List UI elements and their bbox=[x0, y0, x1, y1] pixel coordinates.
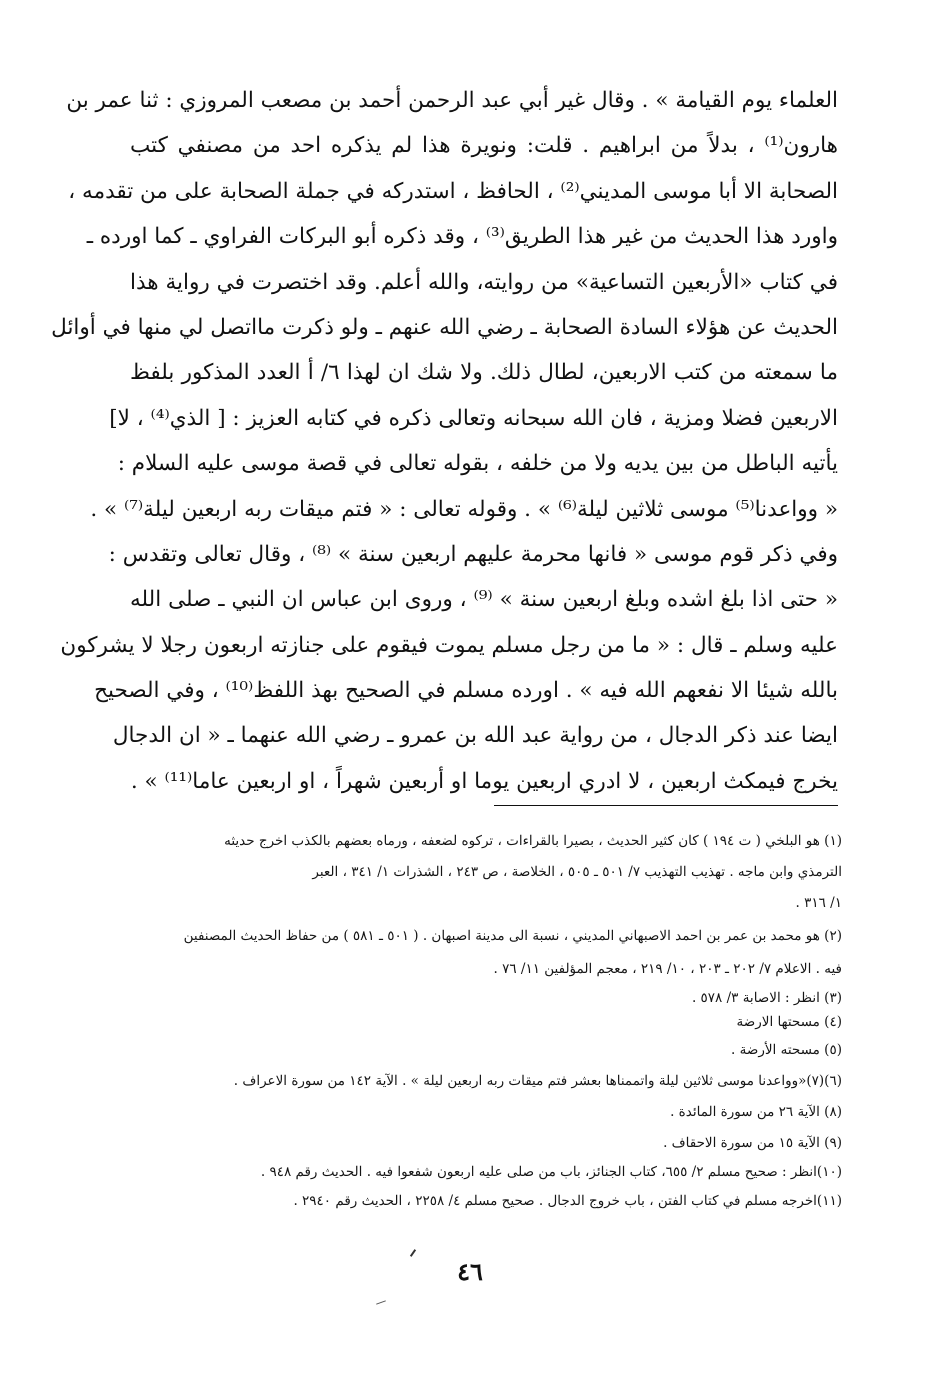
ink-mark bbox=[376, 1300, 386, 1304]
text-line: بالله شيئا الا نفعهم الله فيه » . اورده مسلم في الصحيح بهذ اللفظ⁽¹⁰⁾ ، وفي الصحيح bbox=[94, 678, 838, 704]
footnote-line: (١) هو البلخي ( ت ١٩٤ ) كان كثير الحديث ، بصيرا بالقراءات ، تركوه لضعفه ، ورماه بعضهم بالكذب اخرج حديثه bbox=[224, 833, 842, 849]
text-line: الاربعين فضلا ومزية ، فان الله سبحانه وتعالى ذكره في كتابه العزيز : [ الذي⁽⁴⁾ ، لا] bbox=[109, 405, 838, 431]
footnote-line: الترمذي وابن ماجه . تهذيب التهذيب ٧/ ٥٠١ ـ ٥٠٥ ، الخلاصة ، ص ٢٤٣ ، الشذرات ١/ ٣٤١ ، العبر bbox=[312, 864, 842, 880]
text-line: ما سمعته من كتب الاربعين، لطال ذلك. ولا شك ان لهذا ٦/ أ العدد المذكور بلفظ bbox=[130, 360, 838, 386]
text-line: يأتيه الباطل من بين يديه ولا من خلفه ، بقوله تعالى في قصة موسى عليه السلام : bbox=[117, 451, 838, 477]
page-number: ٤٦ bbox=[457, 1257, 483, 1286]
text-line: وفي ذكر قوم موسى « فانها محرمة عليهم اربعين سنة » ⁽⁸⁾ ، وقال تعالى وتقدس : bbox=[108, 541, 838, 567]
footnote-line: (٥) مسحته الأرضة . bbox=[731, 1042, 842, 1058]
footnote-line: (٦)(٧)«وواعدنا موسى ثلاثين ليلة واتممناها بعشر فتم ميقات ربه اربعين ليلة » . الآية ١٤٢ من سورة الاعراف . bbox=[233, 1073, 842, 1089]
footnote-line: ١/ ٣١٦ . bbox=[795, 895, 842, 911]
text-line: الصحابة الا أبا موسى المديني⁽²⁾ ، الحافظ ، استدركه في جملة الصحابة على من تقدمه ، bbox=[68, 178, 838, 204]
text-line: عليه وسلم ـ قال : « ما من رجل مسلم يموت فيقوم على جنازته اربعون رجلا لا يشركون bbox=[60, 632, 838, 658]
text-line: العلماء يوم القيامة » . وقال غير أبي عبد الرحمن أحمد بن مصعب المروزي : ثنا عمر بن bbox=[66, 88, 838, 113]
footnote-separator bbox=[494, 805, 838, 806]
text-line: « وواعدنا⁽⁵⁾ موسى ثلاثين ليلة⁽⁶⁾ » . وقوله تعالى : « فتم ميقات ربه اربعين ليلة⁽⁷⁾ » . bbox=[90, 496, 838, 522]
footnote-line: (٣) انظر : الاصابة ٣/ ٥٧٨ . bbox=[691, 990, 842, 1006]
footnote-line: (١١)اخرجه مسلم في كتاب الفتن ، باب خروج الدجال . صحيح مسلم ٤/ ٢٢٥٨ ، الحديث رقم ٢٩٤٠ . bbox=[293, 1193, 842, 1209]
footnote-line: فيه . الاعلام ٧/ ٢٠٢ ـ ٢٠٣ ، ١٠/ ٢١٩ ، معجم المؤلفين ١١/ ٧٦ . bbox=[493, 961, 842, 977]
footnotes-block bbox=[130, 825, 842, 1216]
text-line: هارون⁽¹⁾ ، بدلاً من ابراهيم . قلت: ونويرة هذا لم يذكره احد من مصنفي كتب bbox=[130, 133, 838, 159]
ink-mark bbox=[410, 1249, 416, 1257]
footnote-line: (٨) الآية ٢٦ من سورة المائدة . bbox=[670, 1104, 842, 1120]
text-line: « حتى اذا بلغ اشده وبلغ اربعين سنة » ⁽⁹⁾ ، وروى ابن عباس ان النبي ـ صلى الله bbox=[130, 587, 838, 613]
footnote-line: (١٠)انظر : صحيح مسلم ٢/ ٦٥٥، كتاب الجنائز، باب من صلى عليه اربعون شفعوا فيه . الحديث رقم ٩٤٨ . bbox=[260, 1164, 842, 1180]
text-line: الحديث عن هؤلاء السادة الصحابة ـ رضي الله عنهم ـ ولو ذكرت مااتصل لي منها في أوائل bbox=[51, 314, 838, 340]
main-text-block bbox=[51, 78, 838, 804]
text-line: واورد هذا الحديث من غير هذا الطريق⁽³⁾ ، وقد ذكره أبو البركات الفراوي ـ كما اورده ـ bbox=[86, 224, 838, 250]
text-line: ايضا عند ذكر الدجال ، من رواية عبد الله بن عمرو ـ رضي الله عنهما ـ « ان الدجال bbox=[112, 723, 838, 749]
footnote-line: (٤) مسحتها الارضة bbox=[736, 1014, 842, 1030]
text-line: يخرج فيمكث اربعين ، لا ادري اربعين يوما او أربعين شهراً ، او اربعين عاما⁽¹¹⁾ » . bbox=[130, 768, 838, 794]
footnote-line: (٢) هو محمد بن عمر بن احمد الاصبهاني المديني ، نسبة الى مدينة اصبهان . ( ٥٠١ ـ ٥٨١ ) من حفاظ الحديث المصنفين bbox=[183, 928, 842, 944]
footnote-line: (٩) الآية ١٥ من سورة الاحقاف . bbox=[663, 1135, 842, 1151]
text-line: في كتاب «الأربعين التساعية» من روايته، والله أعلم. وقد اختصرت في رواية هذا bbox=[130, 269, 838, 295]
